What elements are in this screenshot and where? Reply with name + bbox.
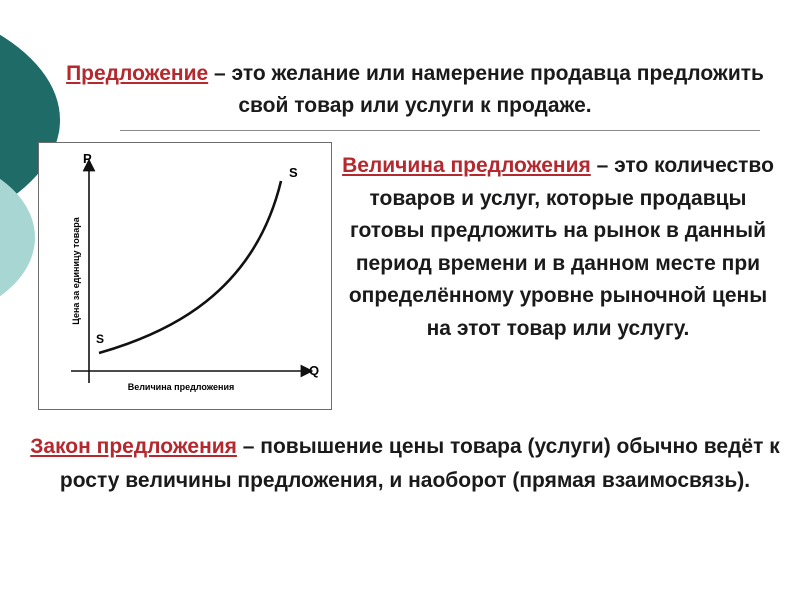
divider-line	[120, 130, 760, 131]
quantity-supplied-paragraph	[338, 150, 778, 345]
x-axis-label: Величина предложения	[127, 382, 235, 392]
law-of-supply-text: – повышение цены товара (услуги) обычно ведёт к росту величины предложения, и наоборот (прямая взаимосвязь).	[59, 435, 780, 492]
quantity-supplied-term: Величина предложения	[342, 154, 591, 177]
y-axis-symbol: P	[83, 151, 92, 166]
supply-term: Предложение	[66, 62, 209, 85]
quantity-supplied-text: – это количество товаров и услуг, которые продавцы готовы предложить на рынок в данный период времени и в данном месте при определённому уровне рыночной цены на этот товар или услугу.	[348, 154, 774, 340]
supply-definition-text: – это желание или намерение продавца предложить свой товар или услуги к продаже.	[208, 62, 764, 117]
supply-curve	[99, 181, 281, 353]
curve-label-top: S	[289, 165, 298, 180]
curve-label-bottom: S	[96, 332, 105, 346]
supply-definition-paragraph	[45, 58, 785, 122]
x-axis-symbol: Q	[309, 363, 320, 378]
y-axis-label: Цена за единицу товара	[71, 217, 81, 325]
supply-curve-graph	[38, 142, 332, 410]
supply-curve-svg	[39, 143, 331, 409]
law-of-supply-term: Закон предложения	[30, 435, 237, 458]
law-of-supply-paragraph	[20, 430, 790, 498]
